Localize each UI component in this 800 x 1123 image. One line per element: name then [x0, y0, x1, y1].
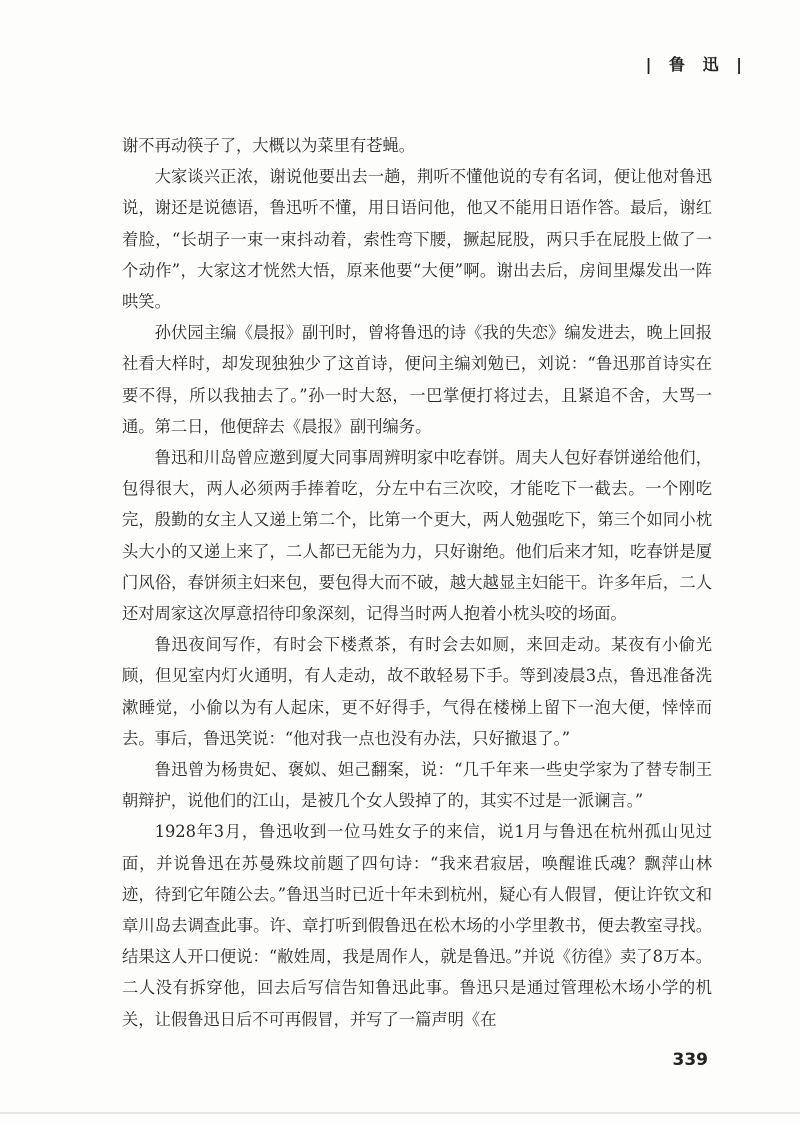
paragraph: 1928年3月，鲁迅收到一位马姓女子的来信，说1月与鲁迅在杭州孤山见过面，并说鲁迅在苏曼殊坟前题了四句诗：“我来君寂居，唤醒谁氏魂？飘萍山林迹，待到它年随公去。”鲁迅当时已近十年未到杭州，疑心有人假冒，便让许钦文和章川岛去调查此事。许、章打听到假鲁迅在松木场的小学里教书，便去教室寻找。结果这人开口便说：“敝姓周，我是周作人，就是鲁迅。”并说《彷徨》卖了8万本。二人没有拆穿他，回去后写信告知鲁迅此事。鲁迅只是通过管理松木场小学的机关，让假鲁迅日后不可再假冒，并写了一篇声明《在 [122, 822, 712, 1029]
page-number: 339 [672, 1050, 708, 1070]
paragraph: 孙伏园主编《晨报》副刊时，曾将鲁迅的诗《我的失恋》编发进去，晚上回报社看大样时，却发现独独少了这首诗，便问主编刘勉已，刘说：“鲁迅那首诗实在要不得，所以我抽去了。”孙一时大怒，一巴掌便打将过去，且紧追不舍，大骂一通。第二日，他便辞去《晨报》副刊编务。 [122, 323, 712, 436]
bottom-rule [0, 1112, 800, 1114]
paragraph: 谢不再动筷子了，大概以为菜里有苍蝇。 [122, 136, 416, 155]
paragraph: 大家谈兴正浓，谢说他要出去一趟，荆听不懂他说的专有名词，便让他对鲁迅说，谢还是说德语，鲁迅听不懂，用日语问他，他又不能用日语作答。最后，谢红着脸，“长胡子一束一束抖动着，索性弯下腰，撅起屁股，两只手在屁股上做了一个动作”，大家这才恍然大悟，原来他要“大便”啊。谢出去后，房间里爆发出一阵哄笑。 [122, 167, 712, 312]
paragraph: 鲁迅夜间写作，有时会下楼煮茶，有时会去如厕，来回走动。某夜有小偷光顾，但见室内灯火通明，有人走动，故不敢轻易下手。等到凌晨3点，鲁迅准备洗漱睡觉，小偷以为有人起床，更不好得手，气得在楼梯上留下一泡大便，悻悻而去。事后，鲁迅笑说：“他对我一点也没有办法，只好撤退了。” [122, 635, 712, 748]
body-text [122, 130, 712, 1035]
running-head: | 鲁 迅 | [645, 55, 748, 74]
paragraph: 鲁迅曾为杨贵妃、褒姒、妲己翻案，说：“几千年来一些史学家为了替专制王朝辩护，说他们的江山，是被几个女人毁掉了的，其实不过是一派谰言。” [122, 760, 712, 811]
paragraph: 鲁迅和川岛曾应邀到厦大同事周辨明家中吃春饼。周夫人包好春饼递给他们，包得很大，两人必须两手捧着吃，分左中右三次咬，才能吃下一截去。一个刚吃完，殷勤的女主人又递上第二个，比第一个更大，两人勉强吃下，第三个如同小枕头大小的又递上来了，二人都已无能为力，只好谢绝。他们后来才知，吃春饼是厦门风俗，春饼须主妇来包，要包得大而不破，越大越显主妇能干。许多年后，二人还对周家这次厚意招待印象深刻，记得当时两人抱着小枕头咬的场面。 [122, 448, 712, 624]
